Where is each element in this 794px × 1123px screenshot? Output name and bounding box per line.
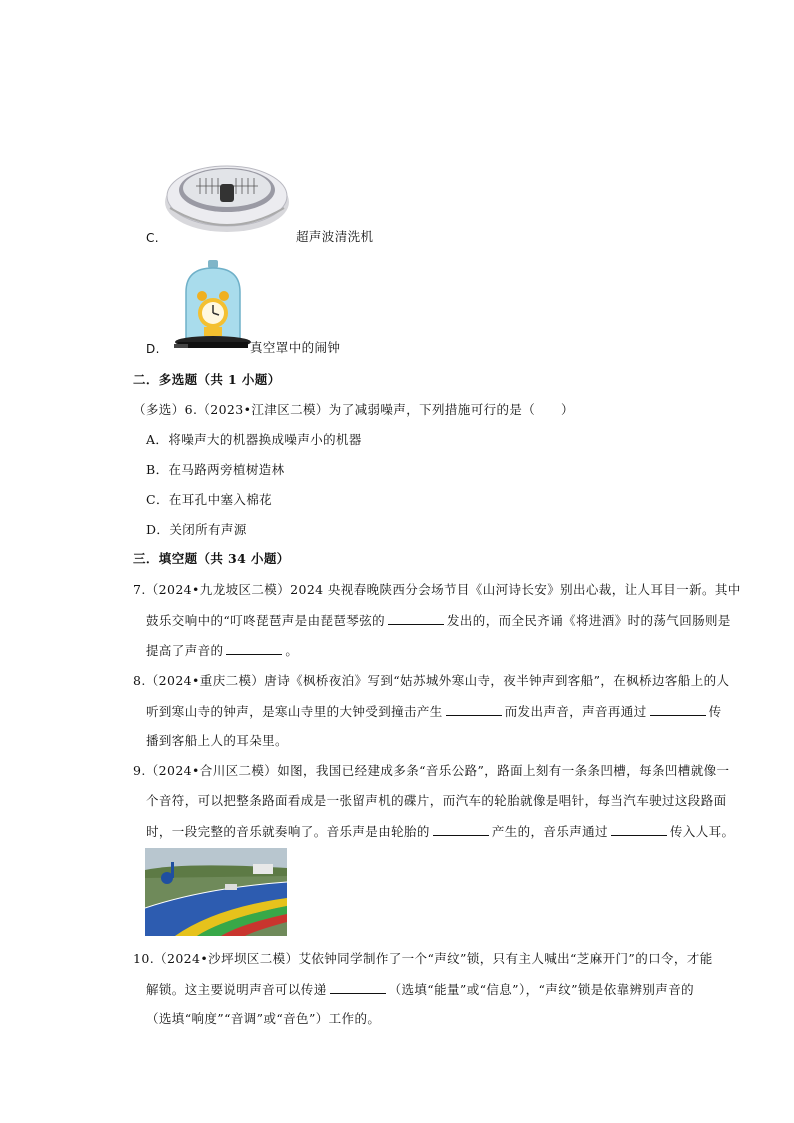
alarm-clock-in-vacuum-bell-jar-icon [172,258,254,352]
question-8-text: 传 [708,704,722,719]
answer-blank[interactable] [433,823,489,836]
question-7-text: 发出的，而全民齐诵《将进酒》时的荡气回肠则是 [447,613,731,628]
answer-blank[interactable] [226,642,282,655]
question-7-text: 提高了声音的 [146,643,224,658]
question-6-option-a: A．将噪声大的机器换成噪声小的机器 [146,432,362,447]
question-9-line-2: 个音符，可以把整条路面看成是一张留声机的碟片，而汽车的轮胎就像是唱针，每当汽车驶过这段路面 [146,793,727,808]
option-c-letter: C. [146,231,159,245]
question-10-line-2 [146,981,694,998]
question-6-stem: （多选）6.（2023•江津区二模）为了减弱噪声，下列措施可行的是（ ） [133,402,574,417]
ultrasonic-cleaner-image [160,150,295,236]
option-c-caption: 超声波清洗机 [296,229,374,244]
vacuum-bell-jar-image [172,258,254,352]
question-6-option-b: B．在马路两旁植树造林 [146,462,285,477]
question-7-line-3 [146,642,298,659]
question-6-option-d: D．关闭所有声源 [146,522,247,537]
question-7-line-1: 7.（2024•九龙坡区二模）2024 央视春晚陕西分会场节目《山河诗长安》别出心裁，让人耳目一新。其中 [133,582,741,597]
music-road-photo [145,848,287,936]
option-d-letter: D. [146,342,160,356]
question-9-text: 传入人耳。 [669,824,735,839]
music-road-photo-icon [145,848,287,936]
answer-blank[interactable] [650,703,706,716]
question-7-line-2 [146,612,731,629]
answer-blank[interactable] [388,612,444,625]
option-d-caption: 真空罩中的闹钟 [250,340,341,355]
answer-blank[interactable] [330,981,386,994]
question-7-text: 。 [285,643,299,658]
question-10-text: 解锁。这主要说明声音可以传递 [146,982,327,997]
question-8-text: 而发出声音，声音再通过 [504,704,647,719]
answer-blank[interactable] [446,703,502,716]
section-2-heading: 二．多选题（共 1 小题） [133,372,281,387]
question-9-line-3 [146,823,734,840]
answer-blank[interactable] [611,823,667,836]
question-9-text: 产生的，音乐声通过 [491,824,608,839]
question-8-line-2 [146,703,722,720]
section-3-heading: 三．填空题（共 34 小题） [133,551,290,566]
question-8-text: 听到寒山寺的钟声，是寒山寺里的大钟受到撞击产生 [146,704,443,719]
question-10-line-1: 10.（2024•沙坪坝区二模）艾依钟同学制作了一个“声纹”锁，只有主人喊出“芝麻开门”的口令，才能 [133,951,713,966]
ultrasonic-cleaner-icon [160,150,295,236]
question-9-text: 时，一段完整的音乐就奏响了。音乐声是由轮胎的 [146,824,430,839]
question-8-line-3: 播到客船上人的耳朵里。 [146,733,288,748]
question-10-line-3: （选填“响度”“音调”或“音色”）工作的。 [146,1011,381,1026]
question-9-line-1: 9.（2024•合川区二模）如图，我国已经建成多条“音乐公路”，路面上刻有一条条凹槽，每条凹槽就像一 [133,763,730,778]
question-8-line-1: 8.（2024•重庆二模）唐诗《枫桥夜泊》写到“姑苏城外寒山寺，夜半钟声到客船”，在枫桥边客船上的人 [133,673,730,688]
question-10-text: （选填“能量”或“信息”），“声纹”锁是依靠辨别声音的 [388,982,695,997]
question-7-text: 鼓乐交响中的“叮咚琵琶声是由琵琶琴弦的 [146,613,385,628]
question-6-option-c: C．在耳孔中塞入棉花 [146,492,273,507]
